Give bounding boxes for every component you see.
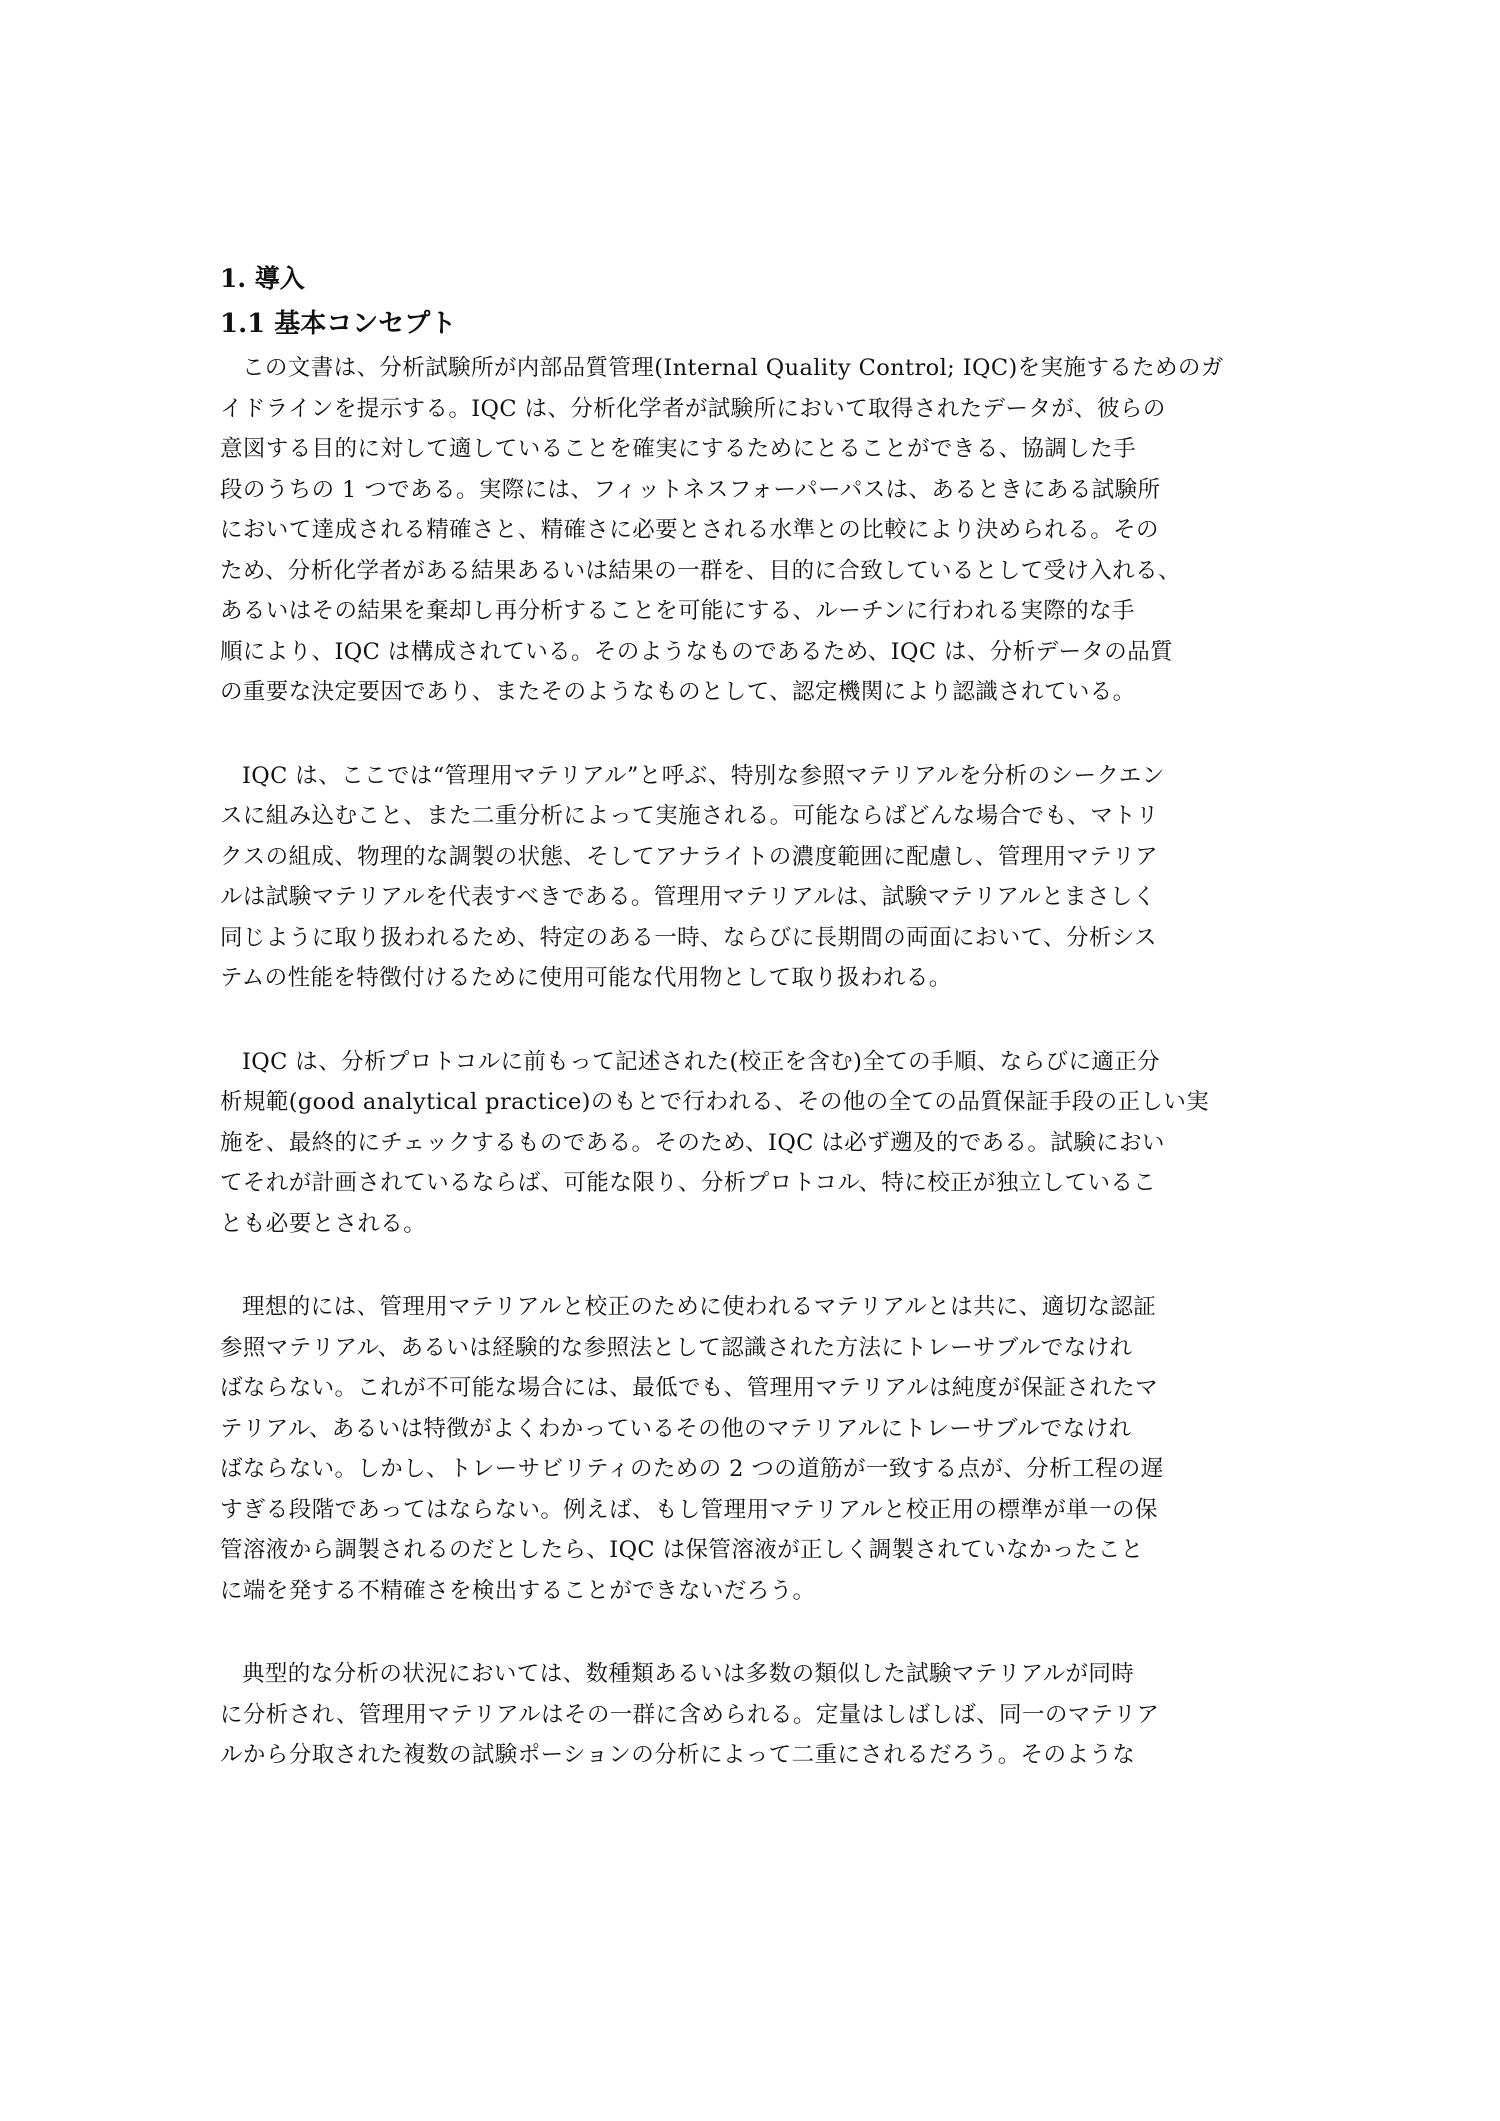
text-line: 同じように取り扱われるため、特定のある一時、ならびに長期間の両面において、分析シス bbox=[220, 924, 1157, 951]
section-heading: 1. 導入 bbox=[220, 264, 305, 293]
text-line: スに組み込むこと、また二重分析によって実施される。可能ならばどんな場合でも、マトリ bbox=[220, 803, 1159, 829]
text-line: テリアル、あるいは特徴がよくわかっているその他のマテリアルにトレーサブルでなけれ bbox=[220, 1415, 1132, 1442]
paragraph bbox=[220, 756, 1300, 999]
text-line: ばならない。これが不可能な場合には、最低でも、管理用マテリアルは純度が保証されたマ bbox=[220, 1375, 1159, 1401]
document-page bbox=[220, 258, 1300, 1819]
text-line: この文書は、分析試験所が内部品質管理(Internal Quality Control; IQC)を実施するためのガ bbox=[242, 355, 1224, 381]
text-line: IQC は、分析プロトコルに前もって記述された(校正を含む)全ての手順、ならびに適正分 bbox=[242, 1048, 1161, 1075]
text-line: ため、分析化学者がある結果あるいは結果の一群を、目的に合致しているとして受け入れる、 bbox=[220, 557, 1181, 584]
text-line: ルは試験マテリアルを代表すべきである。管理用マテリアルは、試験マテリアルとまさしく bbox=[220, 884, 1156, 910]
subsection-heading: 1.1 基本コンセプト bbox=[220, 309, 457, 339]
text-line: すぎる段階であってはならない。例えば、もし管理用マテリアルと校正用の標準が単一の保 bbox=[220, 1496, 1158, 1523]
text-line: イドラインを提示する。IQC は、分析化学者が試験所において取得されたデータが、彼らの bbox=[220, 395, 1166, 422]
text-line: に端を発する不精確さを検出することができないだろう。 bbox=[220, 1577, 816, 1604]
text-line: 施を、最終的にチェックするものである。そのため、IQC は必ず遡及的である。試験におい bbox=[220, 1129, 1165, 1156]
text-line: 段のうちの 1 つである。実際には、フィットネスフォーパーパスは、あるときにある試験所 bbox=[220, 476, 1161, 503]
text-line: ばならない。しかし、トレーサビリティのための 2 つの道筋が一致する点が、分析工程の遅 bbox=[220, 1456, 1164, 1482]
paragraph bbox=[220, 1042, 1300, 1245]
text-line: 析規範(good analytical practice)のもとで行われる、その他の全ての品質保証手段の正しい実 bbox=[220, 1089, 1210, 1115]
text-line: てそれが計画されているならば、可能な限り、分析プロトコル、特に校正が独立しているこ bbox=[220, 1170, 1157, 1196]
text-line: 理想的には、管理用マテリアルと校正のために使われるマテリアルとは共に、適切な認証 bbox=[242, 1294, 1157, 1320]
text-line: に分析され、管理用マテリアルはその一群に含められる。定量はしばしば、同一のマテリア bbox=[220, 1701, 1160, 1728]
paragraph bbox=[220, 1287, 1300, 1611]
text-line: において達成される精確さと、精確さに必要とされる水準との比較により決められる。その bbox=[220, 517, 1159, 543]
text-line: とも必要とされる。 bbox=[220, 1210, 427, 1237]
paragraph bbox=[220, 1654, 1300, 1776]
text-line: の重要な決定要因であり、またそのようなものとして、認定機関により認識されている。 bbox=[220, 679, 1136, 705]
text-line: 順により、IQC は構成されている。そのようなものであるため、IQC は、分析データの品質 bbox=[220, 638, 1174, 665]
text-line: テムの性能を特徴付けるために使用可能な代用物として取り扱われる。 bbox=[220, 965, 952, 991]
text-line: 意図する目的に対して適していることを確実にするためにとることができる、協調した手 bbox=[220, 436, 1137, 462]
text-line: IQC は、ここでは“管理用マテリアル”と呼ぶ、特別な参照マテリアルを分析のシークエン bbox=[242, 762, 1165, 789]
text-line: 参照マテリアル、あるいは経験的な参照法として認識された方法にトレーサブルでなけれ bbox=[220, 1334, 1133, 1361]
text-line: ルから分取された複数の試験ポーションの分析によって二重にされるだろう。そのような bbox=[220, 1742, 1136, 1768]
text-line: クスの組成、物理的な調製の状態、そしてアナライトの濃度範囲に配慮し、管理用マテリア bbox=[220, 843, 1159, 870]
text-line: 典型的な分析の状況においては、数種類あるいは多数の類似した試験マテリアルが同時 bbox=[242, 1661, 1135, 1687]
text-line: 管溶液から調製されるのだとしたら、IQC は保管溶液が正しく調製されていなかったこと bbox=[220, 1537, 1144, 1563]
paragraph bbox=[220, 348, 1300, 713]
text-line: あるいはその結果を棄却し再分析することを可能にする、ルーチンに行われる実際的な手 bbox=[220, 598, 1135, 624]
body-text bbox=[220, 348, 1300, 1776]
